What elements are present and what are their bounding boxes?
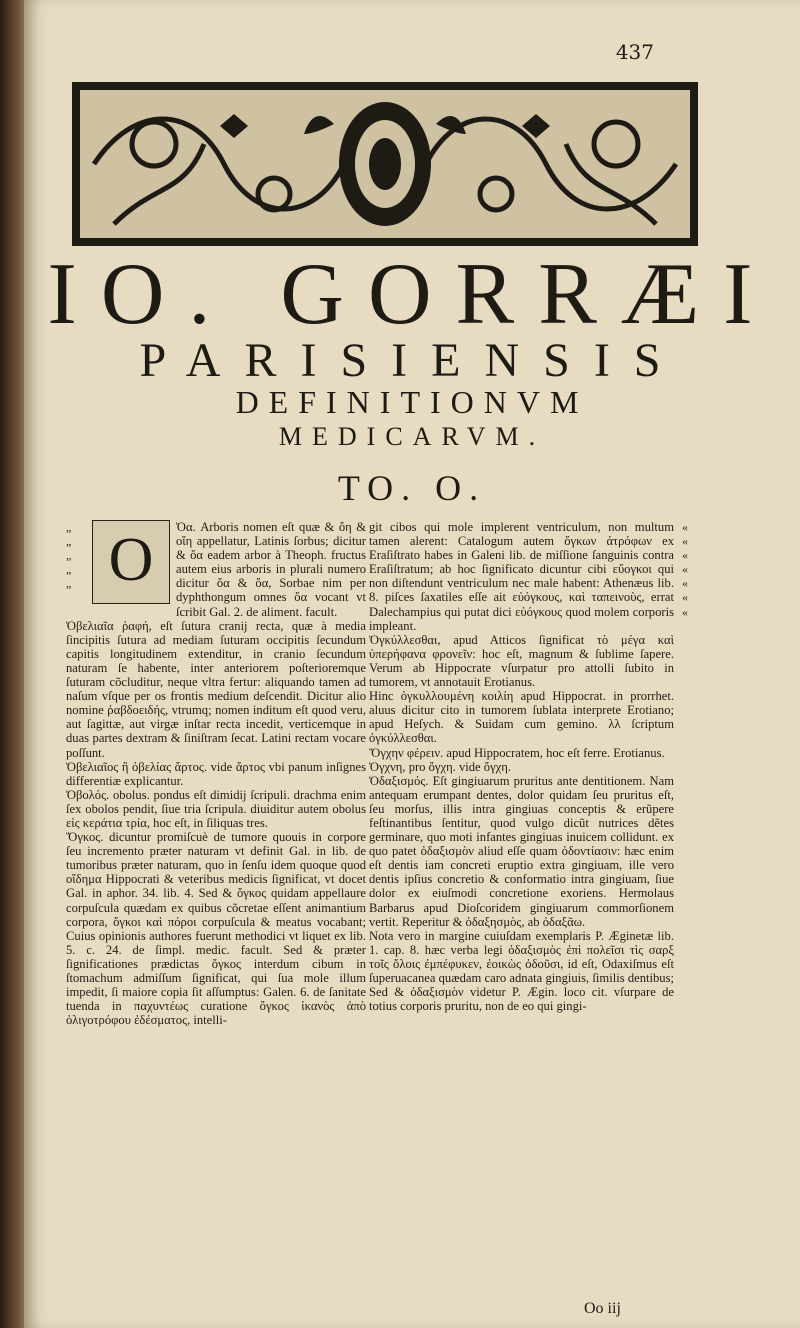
- entry-onchen: Ὄγχην φέρειν. apud Hippocratem, hoc eſt ferre. Erotianus.: [369, 745, 665, 760]
- book-binding: [0, 0, 24, 1328]
- entry-obelias: Ὀβελιαῖος ἢ ὀβελίας ἄρτος. vide ἄρτος vbi panum inſignes differentiæ explicantur.: [66, 759, 366, 788]
- initial-letter: O: [108, 526, 154, 594]
- entry-onchne: Ὀγχνη, pro ὄγχη. vide ὄγχη.: [369, 759, 511, 774]
- page-number: 437: [615, 40, 654, 64]
- entry-onkos-continued: git cibos qui mole implerent ventriculum, non multum tamen alerent: Catalogum autem ὄγκων ἀτρόφων ex Eraſiſtrato habes in Galeni lib. de miſſione ſanguinis contra Eraſiſtratum; ab hoc ſignificato dicuntur cibi εὔογκοι qui non diſtendunt ventriculum nec male habent: Athenæus lib. 8. piſces ſaxatiles eſſe ait εὐόγκους, καὶ ταπεινοὺς, errat Dalechampius qui putat dici εὐόγκους quod molem corporis impleant.: [369, 520, 674, 633]
- right-text-column: [369, 520, 674, 1013]
- title-author: IO. GORRÆI: [47, 246, 777, 343]
- title-work: DEFINITIONVM: [235, 384, 589, 420]
- ornamental-headpiece: [72, 82, 698, 246]
- entry-onkyllomene: Hinc ὀγκυλλουμένη κοιλίη apud Hippocrat. in prorrhet. aluus dicitur cito in tumorem ſublata interprete Erotiano; apud Heſych. & Suidam cum gemino. λλ ſcriptum ὀγκύλλεσθαι.: [369, 689, 674, 746]
- book-page: [24, 0, 800, 1328]
- entry-obolos: Ὀβολός. obolus. pondus eſt dimidij ſcripuli. drachma enim ſex obolos pendit, ſiue tria ſcripula. diuiditur autem obolus εἰς κεράτια τρία, hoc eſt, in ſiliquas tres.: [66, 787, 366, 830]
- title-subject: MEDICARVM.: [278, 422, 546, 451]
- entry-odaxismos: Ὀδαξισμός. Eſt gingiuarum pruritus ante dentitionem. Nam antequam erumpant dentes, dolor quidam ſeu pruritus eſt, ſeu morſus, illis intra gingiuas conceptis & erũpere feſtinantibus ſentitur, quod vulgo dicũt nutrices dẽtes germinare, quo moti infantes gingiuas inuicem collidunt. ex quo patet ὀδαξισμὸν aliud eſſe quam ὀδοντίασιν: hæc enim eſt dentis iam concreti eruptio extra gingiuam, ille vero dentis ipſius concretio & conformatio intra gingiuam, ſiue dolor ex eiuſmodi concretione exoriens. Hermolaus Barbarus apud Dioſcoridem gingiuarum commorſionem vertit. Reperitur & ὀδαξησμὸς, ab ὀδαξᾶω.: [369, 773, 674, 929]
- title-city: PARISIENSIS: [139, 334, 685, 387]
- entry-oa: Ὀα. Arboris nomen eſt quæ & ὄη & οἴη appellatur, Latinis ſorbus; dicitur & ὄα eadem arbor à Theoph. fructus autem eius arboris in plurali numero dicitur ὄα & ὄα, Sorbae nim per dyphthongum omnes ὄα vocant vt ſcribit Gal. 2. de aliment. facult.: [176, 520, 366, 619]
- entry-onkyllesthai: Ὀγκύλλεσθαι, apud Atticos ſignificat τὸ μέγα καὶ ὑπερήφανα φρονεῖν: hoc eſt, magnum & ſublime ſapere. Verum ab Hippocrate vſurpatur pro attolli ſubito in tumorem, vt annotauit Erotianus.: [369, 632, 674, 690]
- printer-signature: Oo iij: [584, 1300, 621, 1317]
- entry-onkos: Ὄγκος. dicuntur promiſcuè de tumore quouis in corpore ſeu incremento præter naturam vt definit Gal. in lib. de tumoribus præter naturam, quo in ſenſu idem quoque quod οἴδημα Hippocrati & veteribus medicis ſignificat, vt docet Gal. in aphor. 34. lib. 4. Sed & ὄγκος quidam appellaure corpuſcula quædam ex quibus cõcretae eſſent animantium corpora, ὄγκοι καὶ πόροι corpuſcula & meatus vocabant; Cuius opinionis authores fuerunt methodici vt liquet ex lib. 5. c. 24. de ſimpl. medic. facult. Sed & præter ſignificationes prædictas ὄγκος interdum cibum in ſtomachum admiſſum ſignificat, qui ſua mole illum impedit, ſi maiore copia ſit aſſumptus: Galen. 6. de ſanitate tuenda in παχυντέως curatione ὄγκος ἱκανὸς ἀπὸ ὀλιγοτρόφου ἐδέσματος, intelli-: [66, 830, 366, 1028]
- entry-obeliaia: Ὀβελιαῖα ῥαφή, eſt ſutura cranij recta, quæ à media ſincipitis ſutura ad mediam ſuturam occipitis ſecundum capitis longitudinem extenditur, in cranio ſecundum naturam ſe habente, inter anteriorem poſterioremque ſuturam cõcluditur, neque vltra fertur: aliquando tamen ad naſum vſque per os frontis medium deſcendit. Dicitur alio nomine ῥαβδοειδής, vtrumq; nomen inditum eſt quod veru, aut ſagittæ, aut virgæ inſtar recta incedit, verticemque in duas partes dextram & ſiniſtram ſecat. Latini rectam vocare poſſunt.: [66, 618, 366, 760]
- section-heading: TO. O.: [337, 468, 487, 508]
- right-margin-quote-marks: « « « « « « «: [682, 520, 688, 619]
- left-text-column: [66, 520, 366, 1027]
- left-margin-quote-marks: „ „ „ „ „: [66, 520, 72, 591]
- entry-odaxismos-note: Nota vero in margine cuiuſdam exemplaris P. Æginetæ lib. 1. cap. 8. hæc verba legi ὀδαξισμὸς ἐπὶ πολεῖσι τὶς σαρξ τοῖς ὄλοις ἐμπέφυκεν, ἐοικὼς ὀδοῦσι, id eſt, Odaxiſmus eſt ſuperuacanea quædam caro adnata gingiuis, ſimilis dentibus; Sed & ὀδαξισμὸν videtur P. Ægin. loco cit. vſurpare de totius corporis pruritu, non de eo qui gingi-: [369, 928, 674, 1014]
- decorated-initial: [92, 520, 170, 604]
